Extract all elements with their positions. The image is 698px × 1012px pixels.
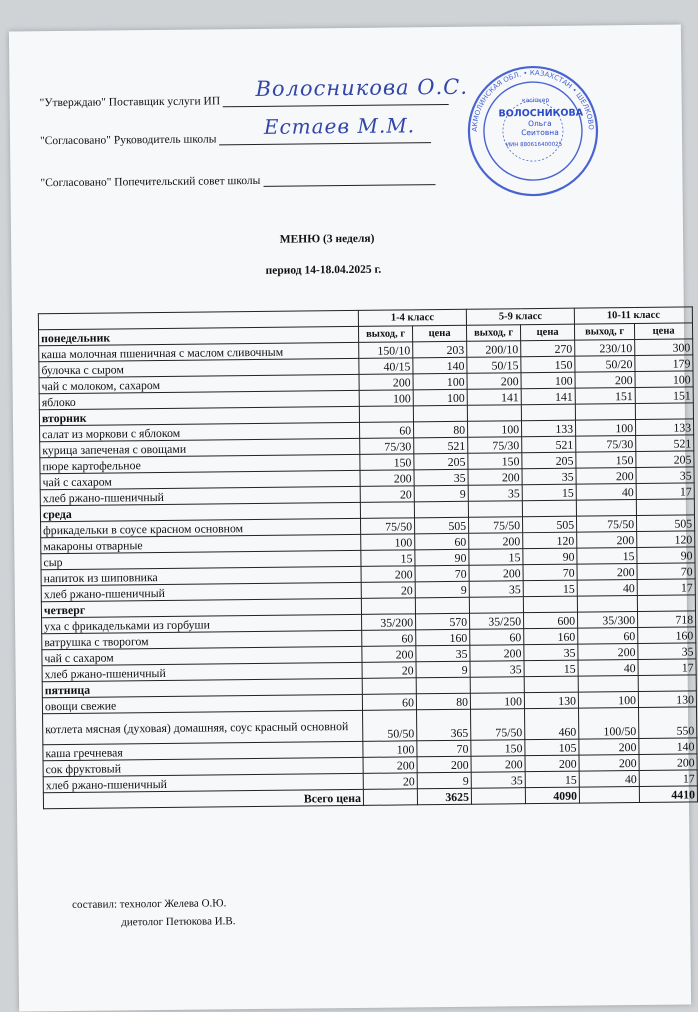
price-cell: 100 xyxy=(413,373,467,390)
price-cell: 140 xyxy=(639,738,697,755)
output-cell: 40 xyxy=(577,579,637,596)
price-cell: 718 xyxy=(638,611,696,628)
empty-cell xyxy=(524,676,578,693)
price-cell: 17 xyxy=(636,483,694,500)
output-cell: 200 xyxy=(578,643,638,660)
price-cell: 505 xyxy=(523,516,577,533)
output-cell: 15 xyxy=(577,547,637,564)
output-cell: 100 xyxy=(361,534,415,551)
empty-cell xyxy=(359,406,413,423)
output-cell: 75/50 xyxy=(471,709,525,741)
output-cell: 150 xyxy=(468,453,522,470)
output-cell: 230/10 xyxy=(575,340,635,357)
output-cell: 200 xyxy=(469,565,523,582)
price-cell: 17 xyxy=(639,770,697,787)
price-cell: 300 xyxy=(635,339,693,356)
empty-cell xyxy=(361,598,415,615)
output-cell: 200/10 xyxy=(467,341,521,358)
output-cell: 200 xyxy=(576,468,636,485)
output-cell: 200 xyxy=(577,531,637,548)
price-cell: 150 xyxy=(521,356,575,373)
output-cell: 75/30 xyxy=(468,437,522,454)
price-cell: 9 xyxy=(417,772,471,789)
output-cell: 15 xyxy=(469,549,523,566)
price-cell: 70 xyxy=(415,565,469,582)
dish-name: хлеб ржано-пшеничный xyxy=(40,486,360,505)
subheader-output: выход, г xyxy=(358,326,412,343)
output-cell: 141 xyxy=(467,389,521,406)
output-cell: 200 xyxy=(577,563,637,580)
price-cell: 130 xyxy=(524,692,578,709)
price-cell: 100 xyxy=(635,371,693,388)
price-cell: 133 xyxy=(522,420,576,437)
price-cell: 130 xyxy=(638,691,696,708)
output-cell: 40 xyxy=(578,659,638,676)
output-cell: 50/50 xyxy=(363,710,417,742)
price-cell: 90 xyxy=(415,549,469,566)
price-cell: 521 xyxy=(522,436,576,453)
subheader-output: выход, г xyxy=(467,325,521,342)
output-cell: 200 xyxy=(469,533,523,550)
dish-name: макароны отварные xyxy=(41,534,361,553)
output-cell: 20 xyxy=(361,582,415,599)
price-cell: 15 xyxy=(522,484,576,501)
stamp-first: Ольга xyxy=(528,118,552,129)
price-cell: 133 xyxy=(636,419,694,436)
output-cell: 75/50 xyxy=(469,517,523,534)
stamp-id: ИИН 880616400025 xyxy=(506,141,563,149)
day-name: четверг xyxy=(41,598,361,617)
empty-cell xyxy=(579,786,639,803)
price-cell: 205 xyxy=(522,452,576,469)
dish-name: яблоко xyxy=(39,390,359,409)
total-label: Всего цена xyxy=(43,789,363,808)
output-cell: 35 xyxy=(471,772,525,789)
dish-name: чай с молоком, сахаром xyxy=(39,374,359,393)
dish-name: ватрушка с творогом xyxy=(42,630,362,649)
day-name: понедельник xyxy=(39,326,359,345)
output-cell: 200 xyxy=(468,469,522,486)
price-cell: 160 xyxy=(416,629,470,646)
price-cell: 120 xyxy=(637,531,695,548)
council-label: "Согласовано" Попечительский совет школы xyxy=(40,174,261,190)
dish-name: курица запеченая с овощами xyxy=(40,438,360,457)
output-cell: 200 xyxy=(361,566,415,583)
price-cell: 200 xyxy=(639,754,697,771)
official-stamp xyxy=(465,63,600,198)
price-cell: 570 xyxy=(416,613,470,630)
price-cell: 100 xyxy=(521,372,575,389)
subheader-price: цена xyxy=(412,325,466,342)
dish-name: хлеб ржано-пшеничный xyxy=(43,773,363,792)
output-cell: 50/15 xyxy=(467,357,521,374)
output-cell: 35/200 xyxy=(362,614,416,631)
price-cell: 35 xyxy=(524,644,578,661)
approve-label: "Утверждаю" Поставщик услуги ИП xyxy=(39,95,221,110)
footer-dietitian: диетолог Петюкова И.В. xyxy=(121,915,236,929)
dish-name: сок фруктовый xyxy=(43,757,363,776)
output-cell: 200 xyxy=(575,372,635,389)
price-cell: 9 xyxy=(416,661,470,678)
school-label: "Согласовано" Руководитель школы xyxy=(39,133,217,148)
price-cell: 35 xyxy=(414,469,468,486)
output-cell: 75/30 xyxy=(576,436,636,453)
price-cell: 205 xyxy=(636,451,694,468)
output-cell: 150 xyxy=(576,452,636,469)
output-cell: 40 xyxy=(576,484,636,501)
subheader-price: цена xyxy=(635,323,693,340)
output-cell: 150 xyxy=(471,740,525,757)
school-signature: Естаев М.М. xyxy=(263,113,416,139)
output-cell: 150/10 xyxy=(359,342,413,359)
price-cell: 90 xyxy=(637,547,695,564)
price-cell: 17 xyxy=(637,579,695,596)
price-cell: 140 xyxy=(413,357,467,374)
output-cell: 75/50 xyxy=(361,518,415,535)
empty-cell xyxy=(469,597,523,614)
output-cell: 35 xyxy=(469,581,523,598)
empty-cell xyxy=(576,500,636,517)
output-cell: 75/30 xyxy=(360,438,414,455)
output-cell: 200 xyxy=(579,738,639,755)
price-cell: 80 xyxy=(416,693,470,710)
price-cell: 179 xyxy=(635,355,693,372)
empty-cell xyxy=(638,675,696,692)
output-cell: 100 xyxy=(470,693,524,710)
empty-cell xyxy=(468,501,522,518)
dish-name: овощи свежие xyxy=(42,694,362,713)
output-cell: 35 xyxy=(468,485,522,502)
empty-cell xyxy=(523,596,577,613)
dish-name: сыр xyxy=(41,550,361,569)
dish-name: хлеб ржано-пшеничный xyxy=(41,582,361,601)
dish-name: напиток из шиповника xyxy=(41,566,361,585)
stamp-arc-text: АКМОЛИНСКАЯ ОБЛ. • КАЗАХСТАН • ШЕЛКОВО xyxy=(470,69,596,132)
menu-table xyxy=(38,306,698,809)
empty-cell xyxy=(416,677,470,694)
dish-name: чай с сахаром xyxy=(42,646,362,665)
price-cell: 15 xyxy=(525,771,579,788)
output-cell: 100 xyxy=(359,390,413,407)
day-name: пятница xyxy=(42,678,362,697)
output-cell: 60 xyxy=(359,422,413,439)
output-cell: 100 xyxy=(363,741,417,758)
price-cell: 521 xyxy=(414,437,468,454)
total-value: 4410 xyxy=(639,786,697,803)
price-cell: 550 xyxy=(639,707,697,739)
dish-name: пюре картофельное xyxy=(40,454,360,473)
price-cell: 505 xyxy=(415,517,469,534)
dish-name: котлета мясная (духовая) домашняя, соус красный основной xyxy=(43,710,363,744)
empty-cell xyxy=(471,788,525,805)
price-cell: 9 xyxy=(415,581,469,598)
output-cell: 35/300 xyxy=(578,611,638,628)
empty-cell xyxy=(521,404,575,421)
price-cell: 70 xyxy=(523,564,577,581)
day-name: вторник xyxy=(39,406,359,425)
price-cell: 35 xyxy=(416,645,470,662)
output-cell: 150 xyxy=(360,454,414,471)
total-value: 4090 xyxy=(525,787,579,804)
price-cell: 15 xyxy=(524,660,578,677)
output-cell: 60 xyxy=(578,627,638,644)
output-cell: 200 xyxy=(471,756,525,773)
output-cell: 35 xyxy=(470,661,524,678)
price-cell: 9 xyxy=(414,485,468,502)
dish-name: хлеб ржано-пшеничный xyxy=(42,662,362,681)
empty-cell xyxy=(415,597,469,614)
output-cell: 200 xyxy=(467,373,521,390)
empty-cell xyxy=(635,403,693,420)
output-cell: 20 xyxy=(362,662,416,679)
price-cell: 600 xyxy=(524,612,578,629)
dish-name: каша молочная пшеничная с маслом сливочным xyxy=(39,342,359,361)
empty-cell xyxy=(577,595,637,612)
output-cell: 151 xyxy=(575,388,635,405)
price-cell: 35 xyxy=(636,467,694,484)
dish-name: чай с сахаром xyxy=(40,470,360,489)
output-cell: 60 xyxy=(470,629,524,646)
dish-name: уха с фрикадельками из горбуши xyxy=(42,614,362,633)
day-name: среда xyxy=(40,502,360,521)
price-cell: 60 xyxy=(415,533,469,550)
output-cell: 40 xyxy=(579,770,639,787)
stamp-name: ВОЛОСНИКОВА xyxy=(498,107,584,120)
menu-title: МЕНЮ (3 неделя) xyxy=(279,232,375,246)
empty-cell xyxy=(362,678,416,695)
price-cell: 521 xyxy=(636,435,694,452)
price-cell: 270 xyxy=(521,340,575,357)
empty-cell xyxy=(363,789,417,806)
empty-cell xyxy=(413,405,467,422)
stamp-small: кәсіпкер xyxy=(521,96,550,105)
output-cell: 100 xyxy=(578,691,638,708)
price-cell: 90 xyxy=(523,548,577,565)
empty-cell xyxy=(636,499,694,516)
dish-name: фрикадельки в соусе красном основном xyxy=(41,518,361,537)
output-cell: 200 xyxy=(579,754,639,771)
output-cell: 100 xyxy=(576,420,636,437)
empty-cell xyxy=(578,675,638,692)
council-line xyxy=(40,173,435,189)
output-cell: 200 xyxy=(359,374,413,391)
empty-cell xyxy=(467,405,521,422)
empty-cell xyxy=(360,502,414,519)
output-cell: 60 xyxy=(362,630,416,647)
output-cell: 200 xyxy=(360,470,414,487)
total-value: 3625 xyxy=(417,788,471,805)
group-header: 1-4 класс xyxy=(358,309,466,326)
dish-name: салат из моркови с яблоком xyxy=(40,422,360,441)
output-cell: 40/15 xyxy=(359,358,413,375)
price-cell: 505 xyxy=(637,515,695,532)
price-cell: 460 xyxy=(525,708,579,740)
output-cell: 50/20 xyxy=(575,356,635,373)
empty-cell xyxy=(637,595,695,612)
price-cell: 151 xyxy=(635,387,693,404)
empty-cell xyxy=(470,677,524,694)
price-cell: 120 xyxy=(523,532,577,549)
dish-name: каша гречневая xyxy=(43,741,363,760)
output-cell: 100 xyxy=(468,421,522,438)
subheader-output: выход, г xyxy=(575,324,635,341)
price-cell: 160 xyxy=(638,627,696,644)
price-cell: 15 xyxy=(523,580,577,597)
output-cell: 15 xyxy=(361,550,415,567)
price-cell: 70 xyxy=(637,563,695,580)
output-cell: 35/250 xyxy=(470,613,524,630)
price-cell: 17 xyxy=(638,659,696,676)
price-cell: 205 xyxy=(414,453,468,470)
dish-name: булочка с сыром xyxy=(39,358,359,377)
output-cell: 75/50 xyxy=(577,515,637,532)
group-header: 5-9 класс xyxy=(466,308,574,325)
empty-cell xyxy=(575,404,635,421)
output-cell: 200 xyxy=(470,645,524,662)
output-cell: 20 xyxy=(363,773,417,790)
price-cell: 100 xyxy=(413,389,467,406)
group-header: 10-11 класс xyxy=(574,307,692,324)
output-cell: 200 xyxy=(363,757,417,774)
footer-technologist: составил: технолог Желева О.Ю. xyxy=(71,897,227,911)
empty-cell xyxy=(522,500,576,517)
price-cell: 200 xyxy=(525,755,579,772)
price-cell: 35 xyxy=(638,643,696,660)
price-cell: 105 xyxy=(525,739,579,756)
price-cell: 203 xyxy=(413,341,467,358)
price-cell: 80 xyxy=(413,421,467,438)
price-cell: 70 xyxy=(417,740,471,757)
price-cell: 141 xyxy=(521,388,575,405)
output-cell: 100/50 xyxy=(579,707,639,739)
menu-period: период 14-18.04.2025 г. xyxy=(265,263,382,277)
stamp-patronymic: Сеитовна xyxy=(521,127,559,138)
output-cell: 60 xyxy=(362,694,416,711)
approve-signature: Волосникова О.С. xyxy=(255,74,469,101)
subheader-price: цена xyxy=(521,324,575,341)
price-cell: 365 xyxy=(417,709,471,741)
menu-sheet xyxy=(9,25,696,1012)
output-cell: 200 xyxy=(362,646,416,663)
empty-cell xyxy=(414,501,468,518)
price-cell: 160 xyxy=(524,628,578,645)
price-cell: 35 xyxy=(522,468,576,485)
price-cell: 200 xyxy=(417,756,471,773)
output-cell: 20 xyxy=(360,486,414,503)
